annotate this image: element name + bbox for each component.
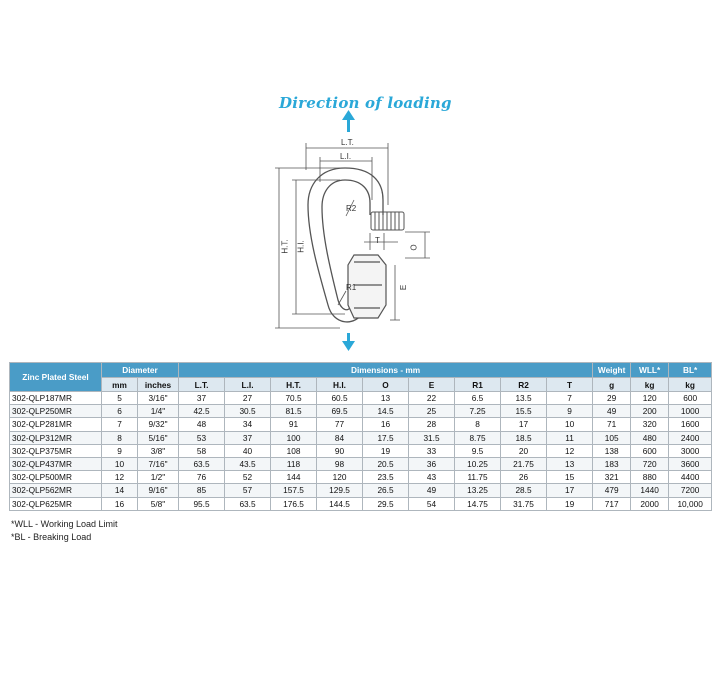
table-cell: 60.5 [317, 392, 363, 405]
table-cell: 479 [593, 484, 631, 497]
table-cell: 14.5 [363, 405, 409, 418]
header-wll: WLL* [631, 363, 669, 378]
table-cell: 29.5 [363, 497, 409, 510]
table-cell: 29 [593, 392, 631, 405]
table-cell: 108 [271, 444, 317, 457]
table-cell: 1/2" [138, 471, 179, 484]
unit-header-cell: L.I. [225, 378, 271, 392]
table-cell: 880 [631, 471, 669, 484]
label-li: L.I. [340, 152, 352, 161]
table-cell: 16 [363, 418, 409, 431]
table-cell: 720 [631, 457, 669, 470]
label-hi: H.I. [296, 240, 306, 253]
table-cell: 43.5 [225, 457, 271, 470]
table-cell: 717 [593, 497, 631, 510]
table-cell: 28 [409, 418, 455, 431]
table-cell: 17.5 [363, 431, 409, 444]
label-lt: L.T. [341, 138, 354, 147]
table-cell: 53 [179, 431, 225, 444]
table-cell: 28.5 [501, 484, 547, 497]
footnote-bl: *BL - Breaking Load [11, 532, 92, 542]
table-cell: 31.5 [409, 431, 455, 444]
table-cell: 5/8" [138, 497, 179, 510]
table-row [10, 392, 712, 405]
table-cell: 31.75 [501, 497, 547, 510]
table-cell: 48 [179, 418, 225, 431]
table-cell: 36 [409, 457, 455, 470]
table-cell: 25 [409, 405, 455, 418]
unit-header-cell: H.T. [271, 378, 317, 392]
table-cell: 320 [631, 418, 669, 431]
table-cell: 76 [179, 471, 225, 484]
table-cell: 34 [225, 418, 271, 431]
table-cell: 30.5 [225, 405, 271, 418]
table-cell: 138 [593, 444, 631, 457]
table-cell: 9/32" [138, 418, 179, 431]
table-cell: 17 [501, 418, 547, 431]
table-cell: 19 [363, 444, 409, 457]
table-cell: 14 [102, 484, 138, 497]
table-cell: 6 [102, 405, 138, 418]
table-row [10, 497, 712, 510]
table-cell: 7 [102, 418, 138, 431]
table-cell: 10 [102, 457, 138, 470]
table-row [10, 457, 712, 470]
label-ht: H.T. [280, 239, 290, 254]
header-weight: Weight [593, 363, 631, 378]
table-cell: 19 [547, 497, 593, 510]
table-cell: 129.5 [317, 484, 363, 497]
table-cell: 58 [179, 444, 225, 457]
table-cell: 49 [409, 484, 455, 497]
table-cell: 49 [593, 405, 631, 418]
unit-header-cell: R1 [455, 378, 501, 392]
unit-header-cell: kg [631, 378, 669, 392]
product-code-cell: 302-QLP187MR [10, 392, 102, 405]
table-cell: 1440 [631, 484, 669, 497]
table-cell: 42.5 [179, 405, 225, 418]
table-cell: 63.5 [225, 497, 271, 510]
unit-header-cell: kg [669, 378, 712, 392]
table-cell: 37 [225, 431, 271, 444]
product-code-cell: 302-QLP562MR [10, 484, 102, 497]
header-product: Zinc Plated Steel [10, 363, 102, 392]
table-cell: 480 [631, 431, 669, 444]
table-cell: 40 [225, 444, 271, 457]
table-cell: 321 [593, 471, 631, 484]
table-cell: 1600 [669, 418, 712, 431]
table-header-row [10, 363, 712, 378]
label-e: E [399, 284, 409, 291]
table-cell: 98 [317, 457, 363, 470]
unit-header-cell: L.T. [179, 378, 225, 392]
table-cell: 20.5 [363, 457, 409, 470]
table-cell: 22 [409, 392, 455, 405]
table-cell: 10,000 [669, 497, 712, 510]
product-code-cell: 302-QLP375MR [10, 444, 102, 457]
table-cell: 91 [271, 418, 317, 431]
table-cell: 5 [102, 392, 138, 405]
table-cell: 118 [271, 457, 317, 470]
table-cell: 10 [547, 418, 593, 431]
table-cell: 13 [547, 457, 593, 470]
footnote-wll: *WLL - Working Load Limit [11, 519, 118, 529]
table-cell: 14.75 [455, 497, 501, 510]
table-cell: 13.5 [501, 392, 547, 405]
table-cell: 157.5 [271, 484, 317, 497]
table-cell: 100 [271, 431, 317, 444]
table-cell: 11 [547, 431, 593, 444]
unit-header-cell: E [409, 378, 455, 392]
table-cell: 85 [179, 484, 225, 497]
unit-header-cell: R2 [501, 378, 547, 392]
unit-header-cell: mm [102, 378, 138, 392]
table-cell: 200 [631, 405, 669, 418]
table-cell: 12 [102, 471, 138, 484]
table-cell: 105 [593, 431, 631, 444]
product-code-cell: 302-QLP281MR [10, 418, 102, 431]
table-body [10, 392, 712, 511]
table-cell: 3/8" [138, 444, 179, 457]
table-cell: 10.25 [455, 457, 501, 470]
table-cell: 11.75 [455, 471, 501, 484]
table-cell: 43 [409, 471, 455, 484]
arrow-up-icon [342, 110, 355, 132]
table-cell: 15.5 [501, 405, 547, 418]
product-code-cell: 302-QLP250MR [10, 405, 102, 418]
table-row [10, 484, 712, 497]
table-cell: 7.25 [455, 405, 501, 418]
product-code-cell: 302-QLP500MR [10, 471, 102, 484]
table-cell: 3600 [669, 457, 712, 470]
table-cell: 9 [547, 405, 593, 418]
table-cell: 13.25 [455, 484, 501, 497]
table-cell: 3/16" [138, 392, 179, 405]
table-row [10, 405, 712, 418]
table-cell: 95.5 [179, 497, 225, 510]
table-cell: 8 [455, 418, 501, 431]
table-cell: 144 [271, 471, 317, 484]
table-cell: 600 [669, 392, 712, 405]
table-cell: 176.5 [271, 497, 317, 510]
table-cell: 183 [593, 457, 631, 470]
table-cell: 54 [409, 497, 455, 510]
unit-header-cell: g [593, 378, 631, 392]
table-cell: 26 [501, 471, 547, 484]
table-cell: 4400 [669, 471, 712, 484]
label-r2: R2 [346, 204, 357, 213]
table-cell: 57 [225, 484, 271, 497]
table-cell: 70.5 [271, 392, 317, 405]
table-cell: 600 [631, 444, 669, 457]
table-cell: 20 [501, 444, 547, 457]
table-cell: 7/16" [138, 457, 179, 470]
table-units-row [10, 378, 712, 392]
table-cell: 8.75 [455, 431, 501, 444]
table-cell: 27 [225, 392, 271, 405]
table-cell: 2400 [669, 431, 712, 444]
product-code-cell: 302-QLP437MR [10, 457, 102, 470]
table-cell: 1000 [669, 405, 712, 418]
header-diameter: Diameter [102, 363, 179, 378]
unit-header-cell: inches [138, 378, 179, 392]
product-code-cell: 302-QLP312MR [10, 431, 102, 444]
table-cell: 6.5 [455, 392, 501, 405]
label-t: T [375, 236, 380, 245]
label-o: O [409, 244, 419, 251]
table-cell: 8 [102, 431, 138, 444]
table-cell: 16 [102, 497, 138, 510]
table-cell: 21.75 [501, 457, 547, 470]
diagram-title: Direction of loading [279, 94, 452, 112]
footnotes [11, 518, 118, 544]
table-cell: 9.5 [455, 444, 501, 457]
table-cell: 9/16" [138, 484, 179, 497]
table-cell: 71 [593, 418, 631, 431]
table-cell: 13 [363, 392, 409, 405]
table-row [10, 471, 712, 484]
table-cell: 120 [631, 392, 669, 405]
table-cell: 63.5 [179, 457, 225, 470]
table-cell: 120 [317, 471, 363, 484]
threaded-gate [371, 212, 404, 230]
unit-header-cell: H.I. [317, 378, 363, 392]
table-cell: 1/4" [138, 405, 179, 418]
table-cell: 7200 [669, 484, 712, 497]
table-cell: 26.5 [363, 484, 409, 497]
table-cell: 144.5 [317, 497, 363, 510]
table-cell: 69.5 [317, 405, 363, 418]
table-cell: 33 [409, 444, 455, 457]
header-bl: BL* [669, 363, 712, 378]
unit-header-cell: T [547, 378, 593, 392]
table-cell: 37 [179, 392, 225, 405]
table-cell: 77 [317, 418, 363, 431]
spec-table [9, 362, 712, 511]
table-cell: 52 [225, 471, 271, 484]
table-row [10, 431, 712, 444]
unit-header-cell: O [363, 378, 409, 392]
table-cell: 23.5 [363, 471, 409, 484]
product-code-cell: 302-QLP625MR [10, 497, 102, 510]
table-cell: 81.5 [271, 405, 317, 418]
table-cell: 15 [547, 471, 593, 484]
label-r1: R1 [346, 283, 357, 292]
table-cell: 12 [547, 444, 593, 457]
table-cell: 17 [547, 484, 593, 497]
table-cell: 7 [547, 392, 593, 405]
table-cell: 9 [102, 444, 138, 457]
table-row [10, 418, 712, 431]
table-cell: 3000 [669, 444, 712, 457]
table-cell: 84 [317, 431, 363, 444]
table-cell: 2000 [631, 497, 669, 510]
table-row [10, 444, 712, 457]
table-cell: 5/16" [138, 431, 179, 444]
table-cell: 18.5 [501, 431, 547, 444]
arrow-down-icon [342, 333, 355, 351]
table-cell: 90 [317, 444, 363, 457]
header-dimensions: Dimensions - mm [179, 363, 593, 378]
